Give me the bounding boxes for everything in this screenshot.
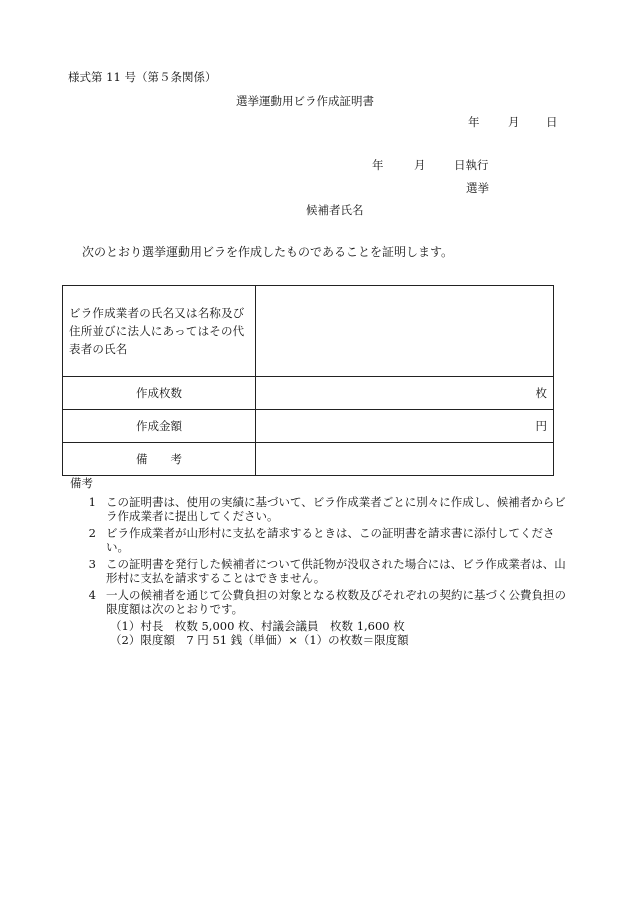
- election-date-day: 日執行: [454, 158, 489, 172]
- issue-date-year: 年: [468, 115, 480, 129]
- creator-label: ビラ作成業者の氏名又は名称及び住所並びに法人にあってはその代表者の氏名: [63, 286, 256, 377]
- note-number: 2: [88, 525, 96, 540]
- remarks-value-cell: [256, 443, 554, 476]
- certificate-table: [62, 285, 554, 476]
- count-label: 作成枚数: [63, 377, 256, 410]
- note-text: 一人の候補者を通じて公費負担の対象となる枚数及びそれぞれの契約に基づく公費負担の限度額は次のとおりです。: [106, 587, 566, 616]
- notes-heading: 備考: [70, 476, 93, 490]
- issue-date-day: 日: [546, 115, 558, 129]
- note-text: ビラ作成業者が山形村に支払を請求するときは、この証明書を請求書に添付してください。: [106, 525, 555, 554]
- remarks-label: 備 考: [63, 443, 256, 476]
- election-date-month: 月: [414, 158, 426, 172]
- amount-row: [63, 410, 554, 443]
- note-sub-item: （2）限度額 7 円 51 銭（単価）×（1）の枚数＝限度額: [110, 633, 409, 647]
- note-item: [70, 495, 570, 524]
- form-number: 様式第 11 号（第５条関係）: [68, 70, 217, 84]
- note-text: この証明書は、使用の実績に基づいて、ビラ作成業者ごとに別々に作成し、候補者からビラ作成業者に提出してください。: [106, 494, 566, 523]
- note-sub-item: （1）村長 枚数 5,000 枚、村議会議員 枚数 1,600 枚: [110, 618, 405, 633]
- issue-date-month: 月: [508, 115, 520, 129]
- remarks-row: [63, 443, 554, 476]
- notes-section: [70, 476, 570, 648]
- election-name: 選挙: [466, 181, 489, 195]
- note-item: [70, 557, 570, 586]
- count-unit: 枚: [256, 377, 554, 410]
- creator-row: [63, 286, 554, 377]
- document-title: 選挙運動用ビラ作成証明書: [236, 94, 374, 108]
- creator-value-cell: [256, 286, 554, 377]
- note-number: 3: [88, 556, 96, 571]
- note-item: [70, 526, 570, 555]
- candidate-name-label: 候補者氏名: [306, 203, 364, 217]
- note-text: この証明書を発行した候補者について供託物が没収された場合には、ビラ作成業者は、山形村に支払を請求することはできません。: [106, 556, 566, 585]
- note-item: [70, 588, 570, 617]
- amount-unit: 円: [256, 410, 554, 443]
- note-number: 1: [88, 494, 96, 509]
- election-date-year: 年: [372, 158, 384, 172]
- count-row: [63, 377, 554, 410]
- certification-statement: 次のとおり選挙運動用ビラを作成したものであることを証明します。: [82, 245, 454, 259]
- amount-label: 作成金額: [63, 410, 256, 443]
- note-number: 4: [88, 587, 96, 602]
